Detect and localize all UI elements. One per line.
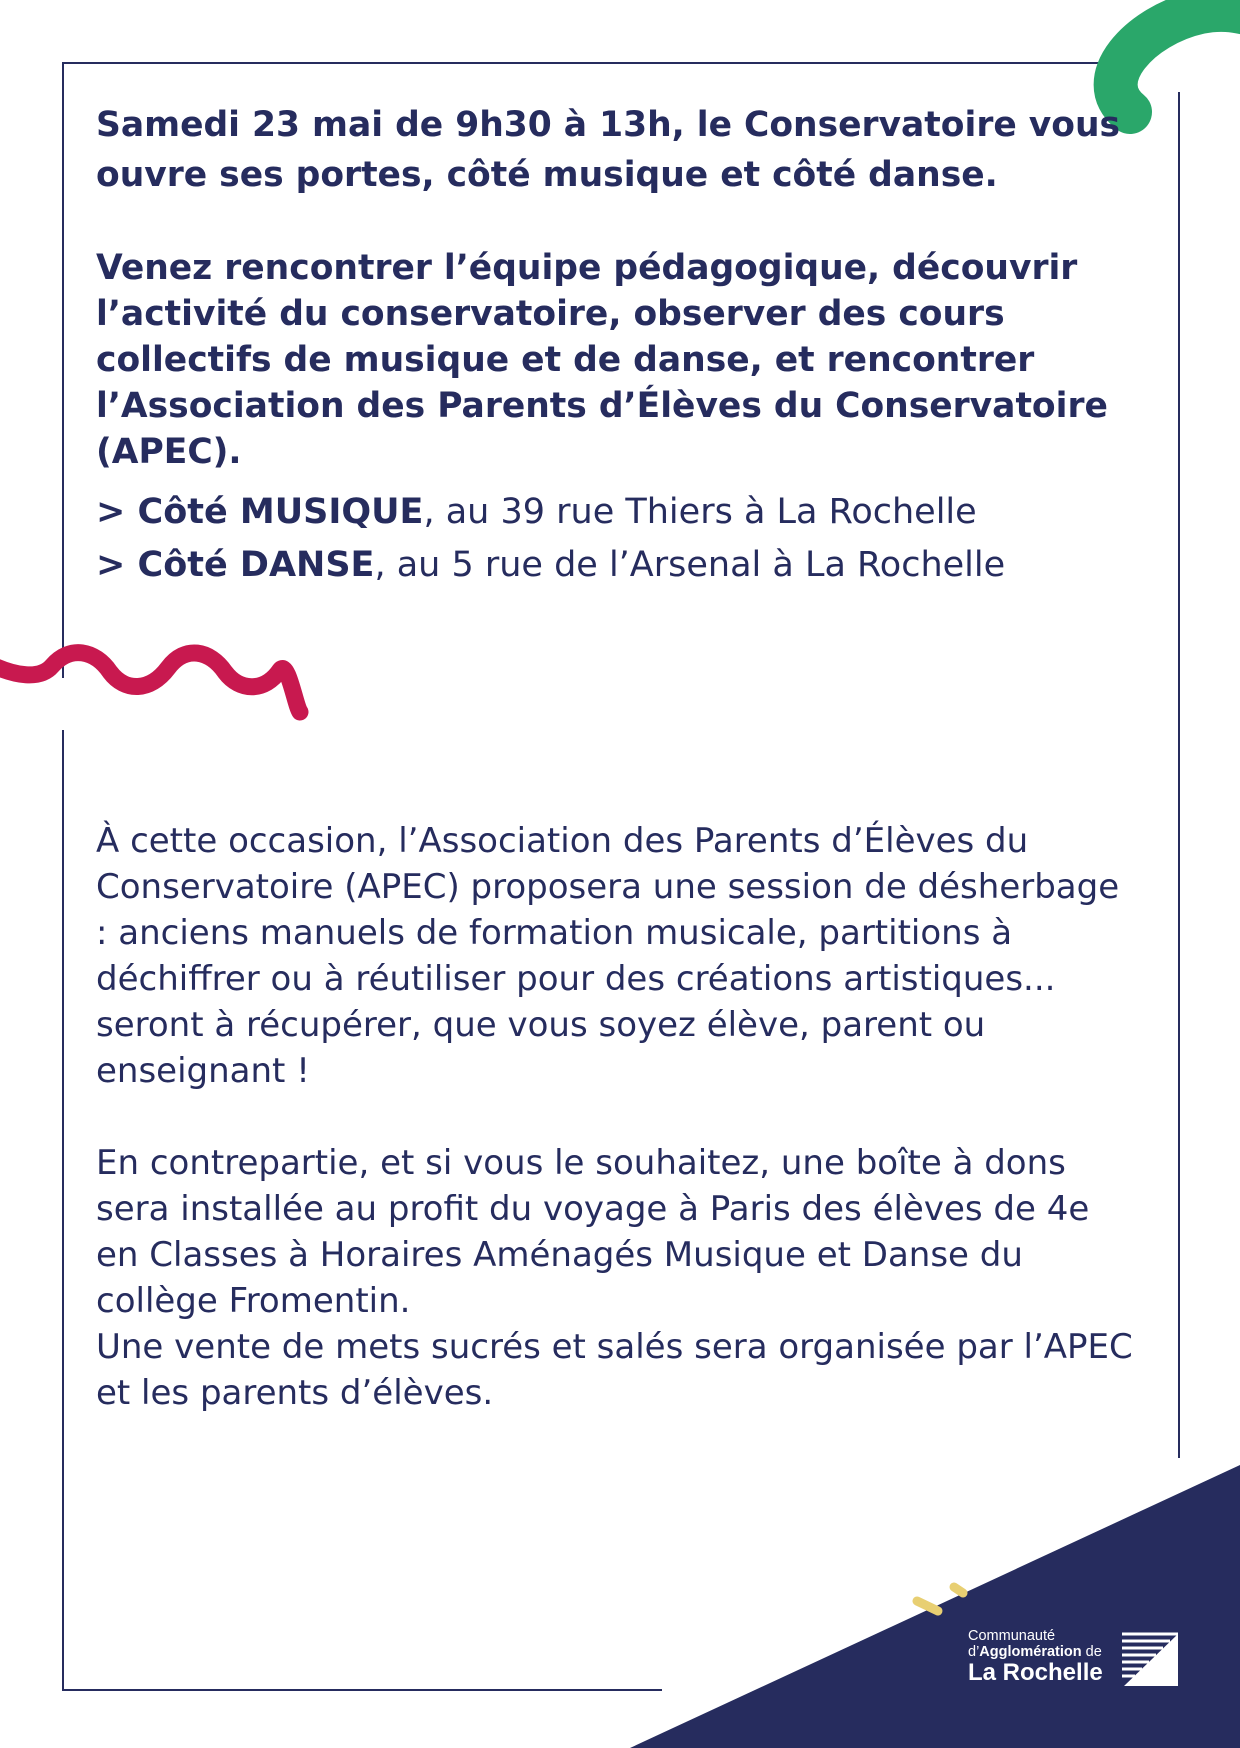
donations-text: En contrepartie, et si vous le souhaitez, une boîte à dons sera installée au profit du voyage à Paris des élèves de 4e en Classes à Horaires Aménagés Musique et Danse du collège Fromentin. [96,1143,1090,1321]
location-danse-name: Côté DANSE [137,545,375,585]
locations-list [96,486,1136,592]
food-sale-text: Une vente de mets sucrés et salés sera organisée par l’APEC et les parents d’élèves. [96,1327,1133,1413]
yellow-dash-shape [917,1601,938,1611]
location-musique-address: , au 39 rue Thiers à La Rochelle [423,492,977,532]
apec-paragraph: À cette occasion, l’Association des Parents d’Élèves du Conservatoire (APEC) proposera une session de désherbage : anciens manuels de formation musicale, partitions à déchiffrer ou à réutiliser pour des créations artistiques... seront à récupérer, que vous soyez élève, parent ou enseignant ! [96,821,1120,1091]
donations-paragraph [96,1140,1136,1416]
crimson-wave-shape [0,653,300,712]
logo-line-2: d’Agglomération de [968,1644,1102,1660]
location-danse-address: , au 5 rue de l’Arsenal à La Rochelle [374,545,1006,585]
location-musique: > Côté MUSIQUE, au 39 rue Thiers à La Rochelle [96,492,977,532]
yellow-dash-shape [954,1587,963,1593]
green-arc-shape [1116,10,1240,112]
lead-heading: Samedi 23 mai de 9h30 à 13h, le Conservatoire vous ouvre ses portes, côté musique et côté danse. [96,105,1121,195]
logo-stripes-icon [1120,1632,1180,1688]
intro-paragraph: Venez rencontrer l’équipe pédagogique, découvrir l’activité du conservatoire, observer des cours collectifs de musique et de danse, et rencontrer l’Association des Parents d’Élèves du Conservatoire (APEC). [96,248,1108,472]
location-musique-name: Côté MUSIQUE [137,492,424,532]
logo-line-3: La Rochelle [968,1659,1103,1686]
location-danse: > Côté DANSE, au 5 rue de l’Arsenal à La Rochelle [96,545,1006,585]
agglomeration-logo [968,1628,1180,1690]
logo-line-1: Communauté [968,1628,1056,1644]
